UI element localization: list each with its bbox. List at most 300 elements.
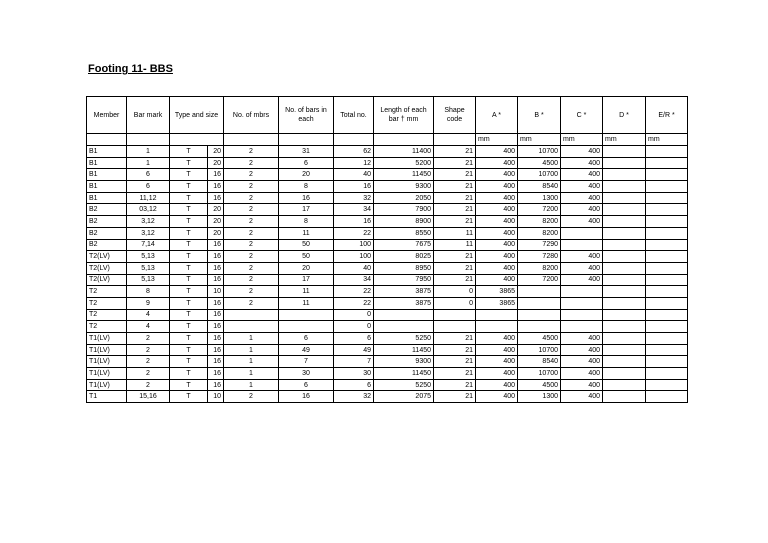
cell-dim-er bbox=[646, 333, 688, 345]
table-row bbox=[87, 262, 688, 274]
cell-type: T bbox=[170, 379, 208, 391]
cell-member: B2 bbox=[87, 227, 127, 239]
table-row bbox=[87, 309, 688, 321]
cell-bars-each: 6 bbox=[279, 333, 334, 345]
table-row bbox=[87, 344, 688, 356]
cell-dim-c bbox=[561, 286, 603, 298]
cell-type: T bbox=[170, 216, 208, 228]
cell-type: T bbox=[170, 157, 208, 169]
cell-length: 8950 bbox=[374, 262, 434, 274]
cell-dim-d bbox=[603, 274, 646, 286]
table-row bbox=[87, 157, 688, 169]
cell-bar-mark: 2 bbox=[127, 368, 170, 380]
cell-member: T1 bbox=[87, 391, 127, 403]
cell-bar-mark: 5,13 bbox=[127, 262, 170, 274]
header-row bbox=[87, 97, 688, 134]
cell-bar-mark: 5,13 bbox=[127, 251, 170, 263]
cell-dim-a: 400 bbox=[476, 262, 518, 274]
cell-bar-mark: 7,14 bbox=[127, 239, 170, 251]
cell-dim-er bbox=[646, 286, 688, 298]
cell-dim-b bbox=[518, 286, 561, 298]
cell-dim-er bbox=[646, 391, 688, 403]
cell-dim-d bbox=[603, 391, 646, 403]
cell-dim-d bbox=[603, 321, 646, 333]
cell-dim-b bbox=[518, 309, 561, 321]
cell-size: 16 bbox=[208, 344, 224, 356]
cell-length bbox=[374, 321, 434, 333]
cell-dim-c: 400 bbox=[561, 157, 603, 169]
cell-size: 16 bbox=[208, 309, 224, 321]
cell-total-no: 30 bbox=[334, 368, 374, 380]
cell-no-of-mbrs: 1 bbox=[224, 379, 279, 391]
cell-dim-er bbox=[646, 146, 688, 158]
unit-er: mm bbox=[646, 134, 688, 146]
cell-size: 16 bbox=[208, 169, 224, 181]
cell-bars-each: 11 bbox=[279, 297, 334, 309]
cell-size: 16 bbox=[208, 274, 224, 286]
cell-dim-b: 8540 bbox=[518, 356, 561, 368]
cell-no-of-mbrs: 2 bbox=[224, 157, 279, 169]
cell-total-no: 22 bbox=[334, 297, 374, 309]
cell-member: T2(LV) bbox=[87, 274, 127, 286]
cell-type: T bbox=[170, 251, 208, 263]
cell-dim-a: 400 bbox=[476, 204, 518, 216]
cell-dim-d bbox=[603, 239, 646, 251]
table-row bbox=[87, 368, 688, 380]
cell-shape-code: 21 bbox=[434, 216, 476, 228]
cell-dim-a: 400 bbox=[476, 274, 518, 286]
cell-shape-code: 21 bbox=[434, 251, 476, 263]
cell-dim-c: 400 bbox=[561, 391, 603, 403]
cell-dim-er bbox=[646, 216, 688, 228]
table-row bbox=[87, 192, 688, 204]
cell-dim-d bbox=[603, 169, 646, 181]
table-row bbox=[87, 391, 688, 403]
cell-size: 10 bbox=[208, 391, 224, 403]
cell-length: 8025 bbox=[374, 251, 434, 263]
unit-c: mm bbox=[561, 134, 603, 146]
cell-size: 16 bbox=[208, 192, 224, 204]
cell-dim-c: 400 bbox=[561, 368, 603, 380]
table-row bbox=[87, 356, 688, 368]
cell-dim-a: 400 bbox=[476, 169, 518, 181]
cell-no-of-mbrs: 2 bbox=[224, 274, 279, 286]
cell-bars-each: 50 bbox=[279, 239, 334, 251]
cell-type: T bbox=[170, 321, 208, 333]
cell-no-of-mbrs: 2 bbox=[224, 391, 279, 403]
cell-member: B1 bbox=[87, 192, 127, 204]
table-row bbox=[87, 286, 688, 298]
cell-dim-c: 400 bbox=[561, 169, 603, 181]
cell-dim-d bbox=[603, 181, 646, 193]
cell-length: 8550 bbox=[374, 227, 434, 239]
cell-dim-b bbox=[518, 321, 561, 333]
cell-total-no: 40 bbox=[334, 262, 374, 274]
cell-dim-er bbox=[646, 239, 688, 251]
cell-member: B1 bbox=[87, 181, 127, 193]
cell-type: T bbox=[170, 297, 208, 309]
cell-bars-each: 16 bbox=[279, 192, 334, 204]
cell-bars-each: 11 bbox=[279, 286, 334, 298]
cell-dim-b: 8540 bbox=[518, 181, 561, 193]
cell-dim-b: 10700 bbox=[518, 344, 561, 356]
cell-dim-er bbox=[646, 356, 688, 368]
cell-no-of-mbrs: 1 bbox=[224, 368, 279, 380]
cell-length: 5250 bbox=[374, 333, 434, 345]
cell-shape-code: 0 bbox=[434, 286, 476, 298]
table-row bbox=[87, 204, 688, 216]
cell-shape-code: 21 bbox=[434, 368, 476, 380]
cell-dim-d bbox=[603, 204, 646, 216]
cell-member: T1(LV) bbox=[87, 356, 127, 368]
cell-size: 16 bbox=[208, 368, 224, 380]
cell-dim-b: 7200 bbox=[518, 274, 561, 286]
cell-dim-a: 400 bbox=[476, 216, 518, 228]
cell-size: 20 bbox=[208, 227, 224, 239]
cell-type: T bbox=[170, 169, 208, 181]
cell-dim-b: 7290 bbox=[518, 239, 561, 251]
cell-dim-b: 4500 bbox=[518, 333, 561, 345]
cell-dim-er bbox=[646, 204, 688, 216]
cell-bars-each: 30 bbox=[279, 368, 334, 380]
cell-dim-c: 400 bbox=[561, 344, 603, 356]
header-type-size: Type and size bbox=[170, 97, 224, 134]
cell-no-of-mbrs: 2 bbox=[224, 262, 279, 274]
cell-dim-b: 10700 bbox=[518, 368, 561, 380]
cell-bars-each: 49 bbox=[279, 344, 334, 356]
cell-dim-b: 8200 bbox=[518, 262, 561, 274]
cell-type: T bbox=[170, 356, 208, 368]
cell-total-no: 0 bbox=[334, 321, 374, 333]
cell-bars-each bbox=[279, 321, 334, 333]
cell-type: T bbox=[170, 286, 208, 298]
cell-type: T bbox=[170, 368, 208, 380]
cell-bars-each: 20 bbox=[279, 262, 334, 274]
cell-dim-er bbox=[646, 262, 688, 274]
cell-shape-code: 21 bbox=[434, 333, 476, 345]
cell-length: 2050 bbox=[374, 192, 434, 204]
cell-type: T bbox=[170, 344, 208, 356]
cell-dim-d bbox=[603, 368, 646, 380]
cell-length: 5200 bbox=[374, 157, 434, 169]
cell-dim-d bbox=[603, 227, 646, 239]
cell-total-no: 0 bbox=[334, 309, 374, 321]
cell-shape-code: 21 bbox=[434, 391, 476, 403]
cell-dim-a: 400 bbox=[476, 227, 518, 239]
cell-type: T bbox=[170, 391, 208, 403]
cell-dim-a: 3865 bbox=[476, 286, 518, 298]
cell-dim-er bbox=[646, 169, 688, 181]
cell-shape-code: 21 bbox=[434, 169, 476, 181]
cell-dim-c: 400 bbox=[561, 216, 603, 228]
cell-member: B1 bbox=[87, 169, 127, 181]
cell-total-no: 34 bbox=[334, 204, 374, 216]
table-row bbox=[87, 333, 688, 345]
cell-length: 11450 bbox=[374, 344, 434, 356]
cell-no-of-mbrs bbox=[224, 321, 279, 333]
cell-size: 16 bbox=[208, 297, 224, 309]
header-b: B * bbox=[518, 97, 561, 134]
cell-dim-c: 400 bbox=[561, 356, 603, 368]
cell-shape-code: 21 bbox=[434, 379, 476, 391]
cell-bars-each: 20 bbox=[279, 169, 334, 181]
cell-dim-er bbox=[646, 181, 688, 193]
cell-dim-er bbox=[646, 321, 688, 333]
cell-dim-d bbox=[603, 344, 646, 356]
cell-dim-a: 400 bbox=[476, 391, 518, 403]
cell-shape-code bbox=[434, 321, 476, 333]
cell-no-of-mbrs: 2 bbox=[224, 227, 279, 239]
bar-bending-schedule-table bbox=[86, 96, 688, 403]
cell-dim-b: 1300 bbox=[518, 391, 561, 403]
cell-dim-c bbox=[561, 297, 603, 309]
cell-bar-mark: 4 bbox=[127, 309, 170, 321]
cell-no-of-mbrs: 2 bbox=[224, 251, 279, 263]
cell-type: T bbox=[170, 262, 208, 274]
cell-dim-d bbox=[603, 192, 646, 204]
cell-bar-mark: 1 bbox=[127, 157, 170, 169]
cell-member: B1 bbox=[87, 157, 127, 169]
header-no-of-mbrs: No. of mbrs bbox=[224, 97, 279, 134]
cell-length: 3875 bbox=[374, 297, 434, 309]
cell-dim-a: 400 bbox=[476, 157, 518, 169]
cell-bar-mark: 2 bbox=[127, 333, 170, 345]
cell-size: 20 bbox=[208, 157, 224, 169]
cell-bar-mark: 2 bbox=[127, 379, 170, 391]
cell-dim-er bbox=[646, 251, 688, 263]
cell-dim-d bbox=[603, 216, 646, 228]
cell-total-no: 6 bbox=[334, 333, 374, 345]
cell-shape-code: 21 bbox=[434, 262, 476, 274]
cell-shape-code: 21 bbox=[434, 146, 476, 158]
cell-dim-d bbox=[603, 309, 646, 321]
cell-total-no: 12 bbox=[334, 157, 374, 169]
cell-total-no: 40 bbox=[334, 169, 374, 181]
header-er: E/R * bbox=[646, 97, 688, 134]
cell-member: T1(LV) bbox=[87, 379, 127, 391]
cell-type: T bbox=[170, 146, 208, 158]
cell-size: 16 bbox=[208, 251, 224, 263]
unit-d: mm bbox=[603, 134, 646, 146]
table-row bbox=[87, 146, 688, 158]
cell-bar-mark: 4 bbox=[127, 321, 170, 333]
cell-member: T1(LV) bbox=[87, 344, 127, 356]
header-bar-mark: Bar mark bbox=[127, 97, 170, 134]
table-row bbox=[87, 251, 688, 263]
cell-bar-mark: 9 bbox=[127, 297, 170, 309]
cell-dim-c: 400 bbox=[561, 274, 603, 286]
cell-no-of-mbrs: 2 bbox=[224, 146, 279, 158]
cell-dim-b: 7280 bbox=[518, 251, 561, 263]
cell-size: 16 bbox=[208, 356, 224, 368]
cell-dim-b: 8200 bbox=[518, 216, 561, 228]
cell-bars-each: 6 bbox=[279, 379, 334, 391]
cell-type: T bbox=[170, 239, 208, 251]
cell-dim-b: 4500 bbox=[518, 157, 561, 169]
cell-dim-a bbox=[476, 321, 518, 333]
cell-dim-b: 4500 bbox=[518, 379, 561, 391]
cell-dim-b: 10700 bbox=[518, 169, 561, 181]
cell-dim-c bbox=[561, 239, 603, 251]
header-bars-each: No. of bars in each bbox=[279, 97, 334, 134]
cell-no-of-mbrs: 2 bbox=[224, 192, 279, 204]
cell-total-no: 6 bbox=[334, 379, 374, 391]
cell-no-of-mbrs: 1 bbox=[224, 356, 279, 368]
cell-length: 11450 bbox=[374, 169, 434, 181]
cell-dim-a: 3865 bbox=[476, 297, 518, 309]
table-row bbox=[87, 297, 688, 309]
cell-dim-er bbox=[646, 297, 688, 309]
cell-dim-er bbox=[646, 157, 688, 169]
cell-member: T2 bbox=[87, 321, 127, 333]
cell-shape-code: 21 bbox=[434, 204, 476, 216]
cell-bars-each: 50 bbox=[279, 251, 334, 263]
cell-member: T2(LV) bbox=[87, 262, 127, 274]
cell-shape-code: 21 bbox=[434, 181, 476, 193]
cell-dim-c: 400 bbox=[561, 204, 603, 216]
cell-size: 16 bbox=[208, 333, 224, 345]
cell-length: 11400 bbox=[374, 146, 434, 158]
cell-type: T bbox=[170, 309, 208, 321]
cell-dim-c: 400 bbox=[561, 181, 603, 193]
cell-dim-c: 400 bbox=[561, 251, 603, 263]
cell-type: T bbox=[170, 181, 208, 193]
cell-dim-a: 400 bbox=[476, 356, 518, 368]
cell-dim-a: 400 bbox=[476, 239, 518, 251]
cell-total-no: 62 bbox=[334, 146, 374, 158]
cell-no-of-mbrs: 2 bbox=[224, 181, 279, 193]
cell-dim-b bbox=[518, 297, 561, 309]
unit-b: mm bbox=[518, 134, 561, 146]
header-c: C * bbox=[561, 97, 603, 134]
cell-length: 2075 bbox=[374, 391, 434, 403]
cell-member: T2 bbox=[87, 297, 127, 309]
cell-bar-mark: 6 bbox=[127, 169, 170, 181]
cell-size: 16 bbox=[208, 239, 224, 251]
cell-size: 16 bbox=[208, 262, 224, 274]
cell-dim-d bbox=[603, 333, 646, 345]
cell-total-no: 34 bbox=[334, 274, 374, 286]
unit-a: mm bbox=[476, 134, 518, 146]
cell-dim-c: 400 bbox=[561, 333, 603, 345]
cell-shape-code: 21 bbox=[434, 356, 476, 368]
cell-bar-mark: 1 bbox=[127, 146, 170, 158]
cell-dim-c: 400 bbox=[561, 262, 603, 274]
cell-bars-each: 16 bbox=[279, 391, 334, 403]
cell-dim-d bbox=[603, 379, 646, 391]
cell-shape-code: 21 bbox=[434, 274, 476, 286]
cell-shape-code: 21 bbox=[434, 157, 476, 169]
cell-dim-c bbox=[561, 227, 603, 239]
cell-member: T2 bbox=[87, 286, 127, 298]
cell-dim-a: 400 bbox=[476, 251, 518, 263]
cell-bars-each: 17 bbox=[279, 274, 334, 286]
table-row bbox=[87, 239, 688, 251]
cell-length: 7950 bbox=[374, 274, 434, 286]
cell-dim-b: 8200 bbox=[518, 227, 561, 239]
table-row bbox=[87, 379, 688, 391]
cell-no-of-mbrs: 1 bbox=[224, 333, 279, 345]
cell-bar-mark: 11,12 bbox=[127, 192, 170, 204]
cell-total-no: 22 bbox=[334, 227, 374, 239]
cell-no-of-mbrs: 2 bbox=[224, 297, 279, 309]
cell-type: T bbox=[170, 204, 208, 216]
cell-dim-er bbox=[646, 309, 688, 321]
cell-total-no: 100 bbox=[334, 251, 374, 263]
units-row bbox=[87, 134, 688, 146]
cell-size: 20 bbox=[208, 204, 224, 216]
cell-dim-a: 400 bbox=[476, 192, 518, 204]
cell-member: B2 bbox=[87, 204, 127, 216]
cell-dim-a bbox=[476, 309, 518, 321]
cell-dim-er bbox=[646, 344, 688, 356]
cell-size: 10 bbox=[208, 286, 224, 298]
cell-total-no: 7 bbox=[334, 356, 374, 368]
cell-bar-mark: 3,12 bbox=[127, 227, 170, 239]
cell-length bbox=[374, 309, 434, 321]
cell-length: 7675 bbox=[374, 239, 434, 251]
cell-shape-code bbox=[434, 309, 476, 321]
cell-size: 20 bbox=[208, 216, 224, 228]
header-total-no: Total no. bbox=[334, 97, 374, 134]
cell-size: 16 bbox=[208, 181, 224, 193]
cell-shape-code: 0 bbox=[434, 297, 476, 309]
cell-total-no: 22 bbox=[334, 286, 374, 298]
cell-shape-code: 11 bbox=[434, 227, 476, 239]
cell-bars-each bbox=[279, 309, 334, 321]
cell-type: T bbox=[170, 192, 208, 204]
cell-dim-d bbox=[603, 146, 646, 158]
table-row bbox=[87, 321, 688, 333]
cell-member: T1(LV) bbox=[87, 368, 127, 380]
cell-member: T1(LV) bbox=[87, 333, 127, 345]
cell-dim-er bbox=[646, 227, 688, 239]
cell-bar-mark: 8 bbox=[127, 286, 170, 298]
cell-dim-a: 400 bbox=[476, 344, 518, 356]
cell-bars-each: 7 bbox=[279, 356, 334, 368]
cell-total-no: 32 bbox=[334, 391, 374, 403]
cell-no-of-mbrs: 2 bbox=[224, 216, 279, 228]
cell-length: 11450 bbox=[374, 368, 434, 380]
table-row bbox=[87, 227, 688, 239]
cell-total-no: 100 bbox=[334, 239, 374, 251]
cell-size: 16 bbox=[208, 379, 224, 391]
cell-dim-c bbox=[561, 321, 603, 333]
cell-total-no: 16 bbox=[334, 216, 374, 228]
cell-no-of-mbrs: 2 bbox=[224, 239, 279, 251]
cell-member: B2 bbox=[87, 239, 127, 251]
cell-shape-code: 21 bbox=[434, 344, 476, 356]
cell-bar-mark: 6 bbox=[127, 181, 170, 193]
cell-bar-mark: 3,12 bbox=[127, 216, 170, 228]
cell-bars-each: 8 bbox=[279, 216, 334, 228]
cell-dim-c: 400 bbox=[561, 379, 603, 391]
cell-total-no: 49 bbox=[334, 344, 374, 356]
cell-bars-each: 31 bbox=[279, 146, 334, 158]
cell-dim-c bbox=[561, 309, 603, 321]
cell-dim-er bbox=[646, 274, 688, 286]
cell-member: B1 bbox=[87, 146, 127, 158]
page-title: Footing 11- BBS bbox=[88, 63, 173, 75]
cell-no-of-mbrs: 1 bbox=[224, 344, 279, 356]
header-shape-code: Shape code bbox=[434, 97, 476, 134]
table-row bbox=[87, 181, 688, 193]
cell-dim-d bbox=[603, 251, 646, 263]
cell-type: T bbox=[170, 227, 208, 239]
cell-bars-each: 6 bbox=[279, 157, 334, 169]
cell-dim-d bbox=[603, 356, 646, 368]
cell-bars-each: 8 bbox=[279, 181, 334, 193]
